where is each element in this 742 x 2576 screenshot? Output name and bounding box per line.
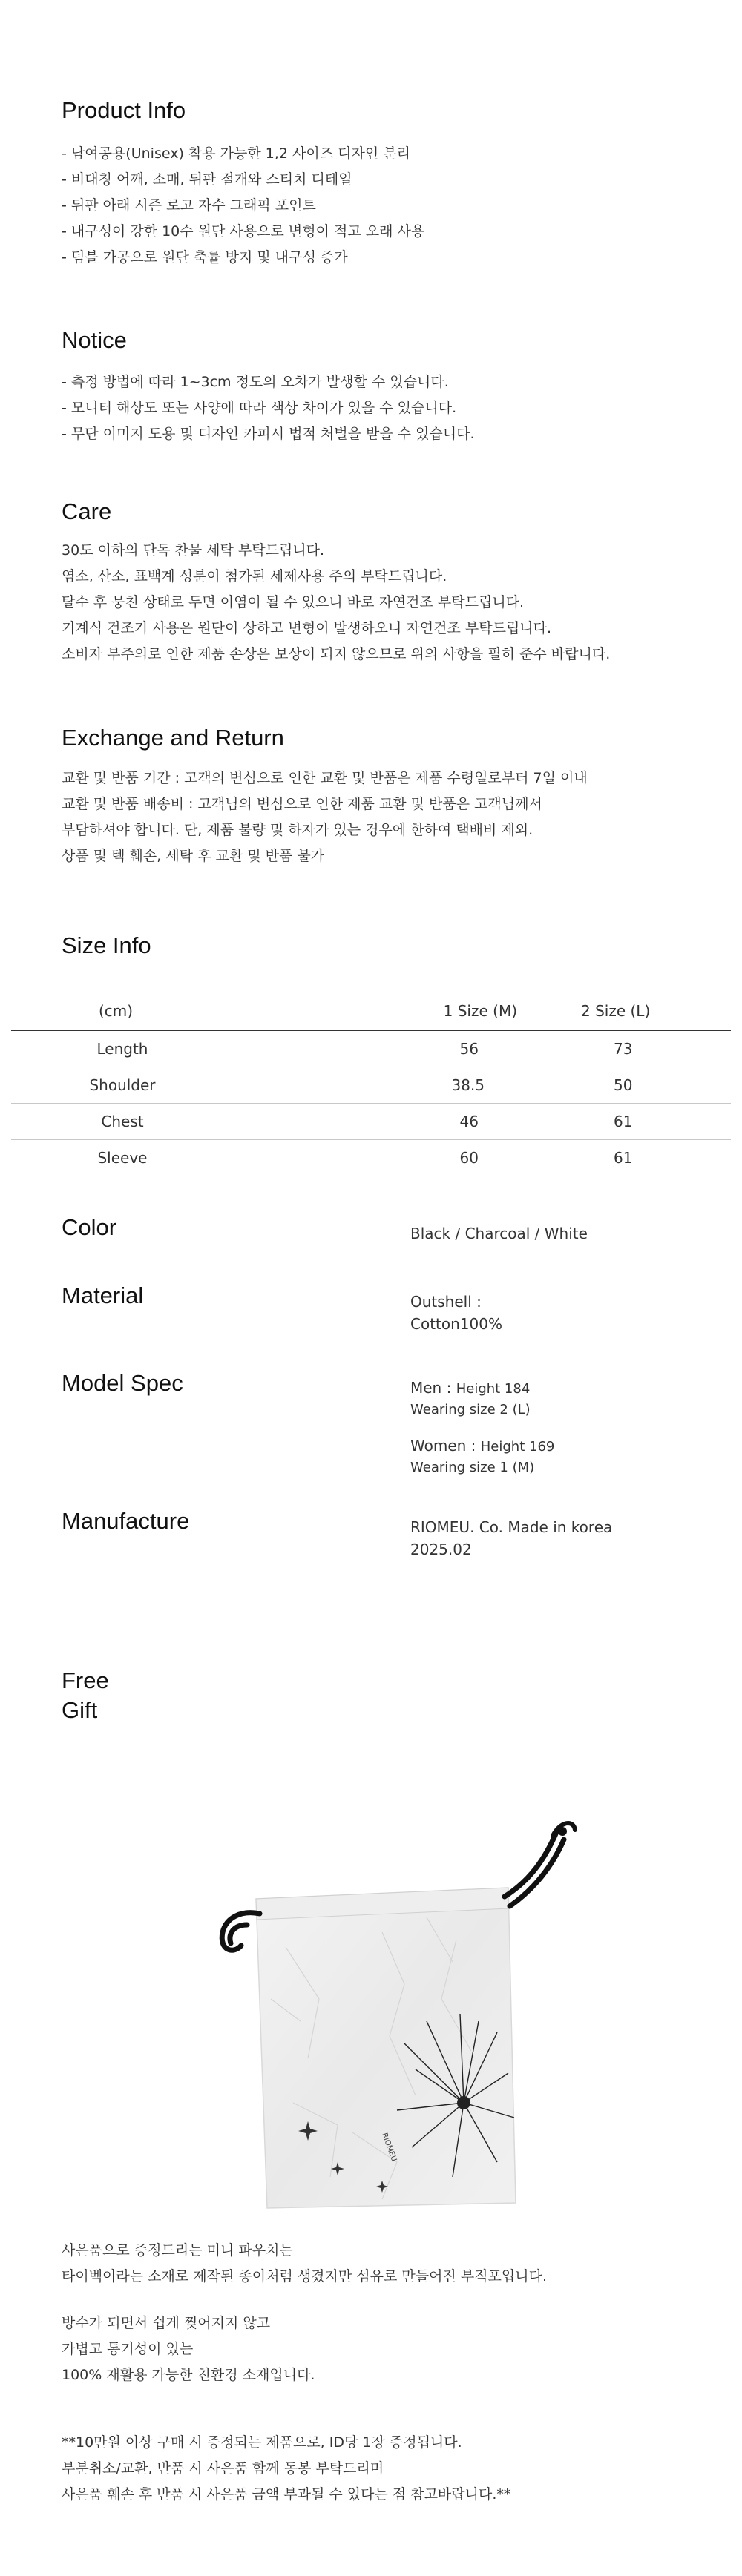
women-size: Wearing size 1 (M) bbox=[410, 1460, 535, 1475]
men-size: Wearing size 2 (L) bbox=[410, 1402, 531, 1417]
men-height: Height 184 bbox=[456, 1381, 531, 1397]
notice-line: - 측정 방법에 따라 1~3cm 정도의 오차가 발생할 수 있습니다. bbox=[62, 374, 449, 390]
header-unit: (cm) bbox=[11, 992, 234, 1031]
pouch-tag: RIOMEU bbox=[380, 2132, 398, 2163]
row-value-size-2: 73 bbox=[568, 1031, 731, 1067]
exchange-line: 교환 및 반품 기간 : 고객의 변심으로 인한 교환 및 반품은 제품 수령일로부터 7일 이내 bbox=[62, 770, 588, 786]
gift-line bbox=[62, 2409, 547, 2430]
row-label: Shoulder bbox=[11, 1067, 234, 1104]
product-info-line: - 내구성이 강한 10수 원단 사용으로 변형이 적고 오래 사용 bbox=[62, 223, 425, 240]
exchange-title: Exchange and Return bbox=[62, 725, 284, 751]
pouch-body bbox=[256, 1888, 516, 2208]
gift-line: 100% 재활용 가능한 친환경 소재입니다. bbox=[62, 2367, 315, 2383]
table-row bbox=[11, 1104, 731, 1140]
product-info-line: - 비대칭 어깨, 소매, 뒤판 절개와 스티치 디테일 bbox=[62, 171, 352, 188]
row-value-size-1: 56 bbox=[234, 1031, 568, 1067]
row-value-size-2: 50 bbox=[568, 1067, 731, 1104]
header-size-1: 1 Size (M) bbox=[234, 992, 568, 1031]
men-label: Men : bbox=[410, 1379, 452, 1397]
exchange-line: 부담하셔야 합니다. 단, 제품 불량 및 하자가 있는 경우에 한하여 택배비 제외. bbox=[62, 822, 533, 838]
material-value bbox=[410, 1291, 502, 1335]
row-label: Length bbox=[11, 1031, 234, 1067]
product-info-line: - 남여공용(Unisex) 착용 가능한 1,2 사이즈 디자인 분리 bbox=[62, 145, 410, 162]
manufacture-value-line: 2025.02 bbox=[410, 1541, 472, 1558]
row-value-size-1: 46 bbox=[234, 1104, 568, 1140]
free-gift-title-line: Gift bbox=[62, 1697, 98, 1723]
row-label: Chest bbox=[11, 1104, 234, 1140]
size-table-header bbox=[11, 992, 731, 1031]
row-value-size-2: 61 bbox=[568, 1140, 731, 1176]
notice-list bbox=[62, 369, 475, 447]
product-info-line: - 덤블 가공으로 원단 축률 방지 및 내구성 증가 bbox=[62, 249, 348, 266]
gift-line: 부분취소/교환, 반품 시 사은품 함께 동봉 부탁드리며 bbox=[62, 2460, 384, 2477]
material-value-line: Outshell : bbox=[410, 1293, 482, 1311]
women-height: Height 169 bbox=[480, 1439, 555, 1455]
product-info-title: Product Info bbox=[62, 97, 186, 123]
care-title: Care bbox=[62, 498, 112, 524]
care-line: 염소, 산소, 표백계 성분이 첨가된 세제사용 주의 부탁드립니다. bbox=[62, 568, 447, 584]
gift-line: 사은품 훼손 후 반품 시 사은품 금액 부과될 수 있다는 점 참고바랍니다.** bbox=[62, 2486, 511, 2503]
manufacture-value-line: RIOMEU. Co. Made in korea bbox=[410, 1518, 613, 1536]
size-table bbox=[11, 992, 731, 1176]
model-spec-men bbox=[410, 1378, 531, 1420]
notice-line: - 무단 이미지 도용 및 디자인 카피시 법적 처벌을 받을 수 있습니다. bbox=[62, 426, 475, 442]
gift-line: 타이벡이라는 소재로 제작된 종이처럼 생겼지만 섬유로 만들어진 부직포입니다. bbox=[62, 2268, 547, 2285]
row-value-size-2: 61 bbox=[568, 1104, 731, 1140]
product-info-list bbox=[62, 141, 424, 271]
gift-line: 가볍고 통기성이 있는 bbox=[62, 2341, 194, 2357]
care-line: 30도 이하의 단독 찬물 세탁 부탁드립니다. bbox=[62, 542, 325, 559]
care-line: 기계식 건조기 사용은 원단이 상하고 변형이 발생하오니 자연건조 부탁드립니다. bbox=[62, 620, 552, 636]
exchange-line: 교환 및 반품 배송비 : 고객님의 변심으로 인한 제품 교환 및 반품은 고객님께서 bbox=[62, 796, 542, 812]
model-spec-women bbox=[410, 1436, 554, 1478]
exchange-line: 상품 및 텍 훼손, 세탁 후 교환 및 반품 불가 bbox=[62, 848, 325, 864]
care-line: 탈수 후 뭉친 상태로 두면 이염이 될 수 있으니 바로 자연건조 부탁드립니다. bbox=[62, 594, 525, 610]
notice-title: Notice bbox=[62, 327, 127, 353]
gift-line bbox=[62, 2388, 547, 2409]
gift-line: **10만원 이상 구매 시 증정되는 제품으로, ID당 1장 증정됩니다. bbox=[62, 2434, 462, 2451]
size-info-title: Size Info bbox=[62, 932, 151, 958]
exchange-list bbox=[62, 765, 588, 869]
manufacture-label: Manufacture bbox=[62, 1508, 190, 1534]
header-size-2: 2 Size (L) bbox=[568, 992, 731, 1031]
drawstring-left bbox=[222, 1913, 260, 1951]
women-label: Women : bbox=[410, 1437, 476, 1455]
gift-line bbox=[62, 2290, 547, 2310]
product-info-line: - 뒤판 아래 시즌 로고 자수 그래픽 포인트 bbox=[62, 197, 316, 214]
gift-line: 방수가 되면서 쉽게 찢어지지 않고 bbox=[62, 2315, 271, 2331]
row-value-size-1: 60 bbox=[234, 1140, 568, 1176]
free-gift-title bbox=[62, 1666, 109, 1725]
table-row bbox=[11, 1031, 731, 1067]
color-label: Color bbox=[62, 1214, 117, 1240]
manufacture-value bbox=[410, 1516, 612, 1561]
material-label: Material bbox=[62, 1282, 144, 1308]
row-value-size-1: 38.5 bbox=[234, 1067, 568, 1104]
care-line: 소비자 부주의로 인한 제품 손상은 보상이 되지 않으므로 위의 사항을 필히 준수 바랍니다. bbox=[62, 646, 611, 662]
care-list bbox=[62, 538, 610, 668]
row-label: Sleeve bbox=[11, 1140, 234, 1176]
gift-line: 사은품으로 증정드리는 미니 파우치는 bbox=[62, 2242, 293, 2259]
free-gift-title-line: Free bbox=[62, 1667, 109, 1693]
material-value-line: Cotton100% bbox=[410, 1315, 502, 1333]
table-row bbox=[11, 1067, 731, 1104]
notice-line: - 모니터 해상도 또는 사양에 따라 색상 차이가 있을 수 있습니다. bbox=[62, 400, 457, 416]
color-value: Black / Charcoal / White bbox=[410, 1225, 588, 1242]
model-spec-label: Model Spec bbox=[62, 1370, 183, 1396]
pouch-image bbox=[160, 1776, 605, 2214]
gift-description bbox=[62, 2238, 547, 2508]
table-row bbox=[11, 1140, 731, 1176]
